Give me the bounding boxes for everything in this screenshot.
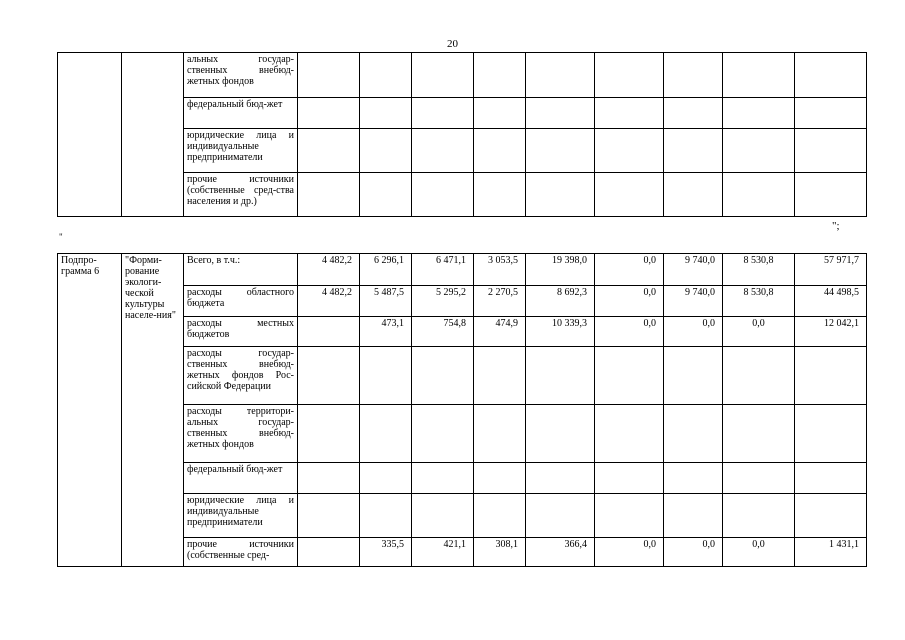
value-cell: 0,0 <box>664 538 723 567</box>
value-cell: 5 487,5 <box>360 286 412 317</box>
subprogram-name: "Форми-рование экологи-ческой культуры населе-ния" <box>122 254 184 567</box>
value-cell: 5 295,2 <box>412 286 474 317</box>
source-label: прочие источники (собственные сред- <box>184 538 298 567</box>
value-cell <box>298 317 360 347</box>
subprogram-table <box>57 253 867 567</box>
source-label: юридические лица и индивидуальные предприниматели <box>184 129 298 173</box>
value-cell: 0,0 <box>664 317 723 347</box>
value-cell: 44 498,5 <box>795 286 867 317</box>
value-cell: 0,0 <box>595 317 664 347</box>
empty-cell <box>122 53 184 217</box>
closing-quote: "; <box>832 220 840 232</box>
value-cell <box>298 538 360 567</box>
value-cell: 4 482,2 <box>298 286 360 317</box>
value-cell: 8 692,3 <box>526 286 595 317</box>
value-cell: 473,1 <box>360 317 412 347</box>
source-label: расходы областного бюджета <box>184 286 298 317</box>
value-cell: 19 398,0 <box>526 254 595 286</box>
source-label: прочие источники (собственные сред-ства населения и др.) <box>184 173 298 217</box>
empty-cell <box>58 53 122 217</box>
value-cell: 9 740,0 <box>664 254 723 286</box>
opening-quote: " <box>59 232 63 242</box>
page-number: 20 <box>447 38 458 50</box>
value-cell: 10 339,3 <box>526 317 595 347</box>
value-cell: 8 530,8 <box>723 286 795 317</box>
source-label: федеральный бюд-жет <box>184 98 298 129</box>
source-label: расходы территори-альных государ-ственных внебюд-жетных фондов <box>184 405 298 463</box>
value-cell: 0,0 <box>723 317 795 347</box>
source-label: альных государ-ственных внебюд-жетных фондов <box>184 53 298 98</box>
value-cell: 754,8 <box>412 317 474 347</box>
value-cell: 3 053,5 <box>474 254 526 286</box>
value-cell: 366,4 <box>526 538 595 567</box>
value-cell: 0,0 <box>595 254 664 286</box>
value-cell: 6 471,1 <box>412 254 474 286</box>
source-label: Всего, в т.ч.: <box>184 254 298 286</box>
value-cell: 8 530,8 <box>723 254 795 286</box>
table-row <box>58 254 867 286</box>
value-cell: 2 270,5 <box>474 286 526 317</box>
value-cell: 421,1 <box>412 538 474 567</box>
value-cell: 9 740,0 <box>664 286 723 317</box>
value-cell: 474,9 <box>474 317 526 347</box>
source-label: расходы государ-ственных внебюд-жетных фондов Рос-сийской Федерации <box>184 347 298 405</box>
value-cell: 0,0 <box>595 286 664 317</box>
value-cell: 57 971,7 <box>795 254 867 286</box>
value-cell: 6 296,1 <box>360 254 412 286</box>
value-cell: 0,0 <box>723 538 795 567</box>
source-label: федеральный бюд-жет <box>184 463 298 494</box>
value-cell: 335,5 <box>360 538 412 567</box>
source-label: расходы местных бюджетов <box>184 317 298 347</box>
source-label: юридические лица и индивидуальные предприниматели <box>184 494 298 538</box>
value-cell: 1 431,1 <box>795 538 867 567</box>
continuation-table <box>57 52 867 217</box>
value-cell: 0,0 <box>595 538 664 567</box>
value-cell: 4 482,2 <box>298 254 360 286</box>
table-row <box>58 53 867 98</box>
subprogram-code: Подпро-грамма 6 <box>58 254 122 567</box>
value-cell: 12 042,1 <box>795 317 867 347</box>
value-cell: 308,1 <box>474 538 526 567</box>
